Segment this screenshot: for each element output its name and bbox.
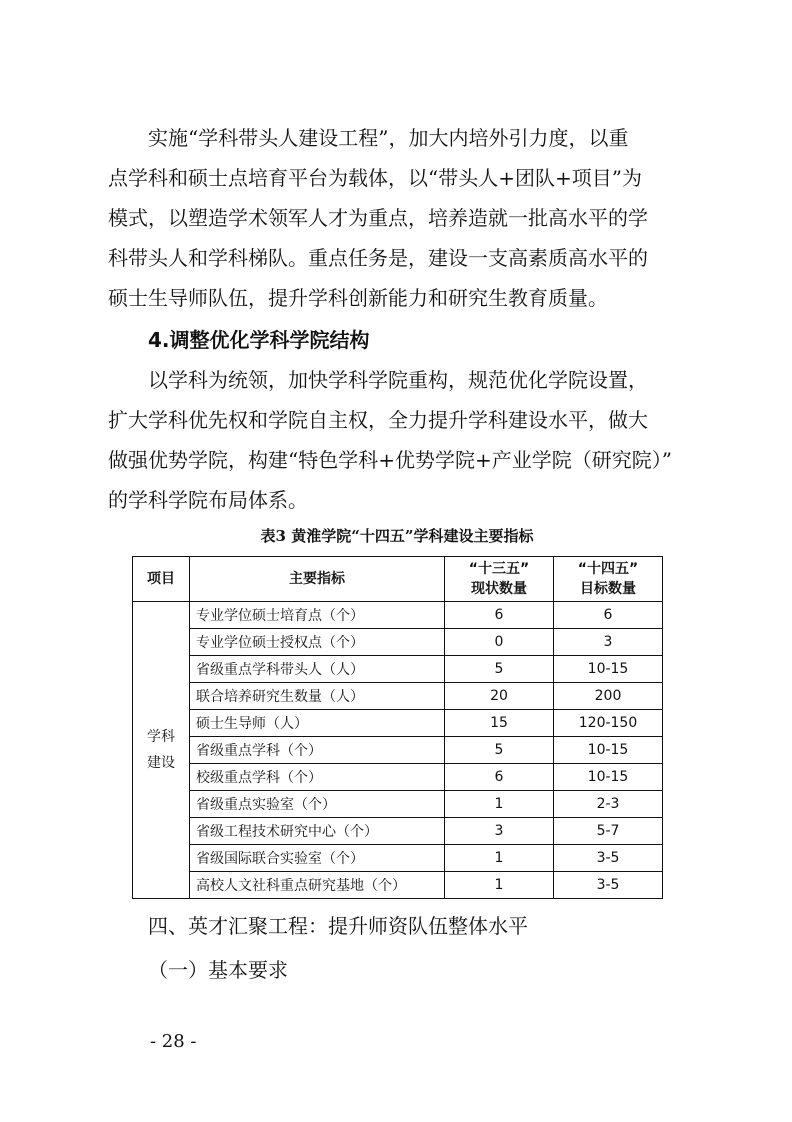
second-line-4: 的学科学院布局体系。 bbox=[108, 488, 308, 512]
category-cell bbox=[133, 602, 190, 899]
current-cell: 1 bbox=[445, 872, 554, 899]
table-row bbox=[133, 872, 663, 899]
indicator-table bbox=[132, 556, 663, 899]
target-cell: 3-5 bbox=[554, 872, 663, 899]
indicator-cell: 高校人文社科重点研究基地（个） bbox=[190, 872, 445, 899]
indicator-cell: 省级重点实验室（个） bbox=[190, 791, 445, 818]
indicator-cell: 省级工程技术研究中心（个） bbox=[190, 818, 445, 845]
table-row bbox=[133, 602, 663, 629]
table-row bbox=[133, 656, 663, 683]
target-cell: 120-150 bbox=[554, 710, 663, 737]
table-header-row bbox=[133, 557, 663, 602]
current-cell: 3 bbox=[445, 818, 554, 845]
current-cell: 20 bbox=[445, 683, 554, 710]
intro-line-1: 实施“学科带头人建设工程”，加大内培外引力度，以重 bbox=[148, 126, 629, 150]
target-cell: 200 bbox=[554, 683, 663, 710]
table-row bbox=[133, 737, 663, 764]
subsection-heading: （一）基本要求 bbox=[148, 958, 288, 982]
indicator-cell: 专业学位硕士授权点（个） bbox=[190, 629, 445, 656]
target-cell: 3-5 bbox=[554, 845, 663, 872]
target-cell: 6 bbox=[554, 602, 663, 629]
current-cell: 5 bbox=[445, 737, 554, 764]
intro-line-5: 硕士生导师队伍，提升学科创新能力和研究生教育质量。 bbox=[108, 286, 608, 310]
category-line1: 学科 bbox=[147, 729, 175, 745]
indicator-cell: 专业学位硕士培育点（个） bbox=[190, 602, 445, 629]
table-row bbox=[133, 818, 663, 845]
current-cell: 1 bbox=[445, 791, 554, 818]
current-cell: 5 bbox=[445, 656, 554, 683]
second-line-2: 扩大学科优先权和学院自主权，全力提升学科建设水平，做大 bbox=[108, 408, 648, 432]
section-heading: 四、英才汇聚工程：提升师资队伍整体水平 bbox=[148, 914, 528, 938]
target-cell: 10-15 bbox=[554, 764, 663, 791]
table-row bbox=[133, 629, 663, 656]
table-row bbox=[133, 845, 663, 872]
target-cell: 5-7 bbox=[554, 818, 663, 845]
current-cell: 0 bbox=[445, 629, 554, 656]
indicator-cell: 硕士生导师（人） bbox=[190, 710, 445, 737]
current-cell: 1 bbox=[445, 845, 554, 872]
table-row bbox=[133, 764, 663, 791]
current-cell: 15 bbox=[445, 710, 554, 737]
header-target-line2: 目标数量 bbox=[580, 581, 636, 597]
target-cell: 10-15 bbox=[554, 737, 663, 764]
header-item: 项目 bbox=[133, 557, 190, 602]
second-line-1: 以学科为统领，加快学科学院重构，规范优化学院设置， bbox=[148, 368, 648, 392]
second-paragraph bbox=[108, 360, 688, 520]
second-line-3: 做强优势学院，构建“特色学科+优势学院+产业学院（研究院）” bbox=[108, 448, 672, 472]
header-current bbox=[445, 557, 554, 602]
indicator-cell: 省级重点学科带头人（人） bbox=[190, 656, 445, 683]
table-row bbox=[133, 791, 663, 818]
header-indicator: 主要指标 bbox=[190, 557, 445, 602]
target-cell: 10-15 bbox=[554, 656, 663, 683]
intro-line-3: 模式，以塑造学术领军人才为重点，培养造就一批高水平的学 bbox=[108, 206, 648, 230]
intro-line-4: 科带头人和学科梯队。重点任务是，建设一支高素质高水平的 bbox=[108, 246, 648, 270]
indicator-cell: 校级重点学科（个） bbox=[190, 764, 445, 791]
category-line2: 建设 bbox=[147, 755, 175, 771]
header-target bbox=[554, 557, 663, 602]
subheading: 4.调整优化学科学院结构 bbox=[148, 328, 370, 352]
header-target-line1: “十四五” bbox=[577, 561, 639, 577]
table-row bbox=[133, 683, 663, 710]
intro-line-2: 点学科和硕士点培育平台为载体，以“带头人+团队+项目”为 bbox=[108, 166, 642, 190]
current-cell: 6 bbox=[445, 764, 554, 791]
indicator-cell: 联合培养研究生数量（人） bbox=[190, 683, 445, 710]
page-number: - 28 - bbox=[150, 1031, 197, 1052]
target-cell: 2-3 bbox=[554, 791, 663, 818]
target-cell: 3 bbox=[554, 629, 663, 656]
indicator-cell: 省级国际联合实验室（个） bbox=[190, 845, 445, 872]
indicator-cell: 省级重点学科（个） bbox=[190, 737, 445, 764]
header-current-line2: 现状数量 bbox=[471, 581, 527, 597]
header-current-line1: “十三五” bbox=[468, 561, 530, 577]
table-caption: 表3 黄淮学院“十四五”学科建设主要指标 bbox=[260, 527, 534, 545]
intro-paragraph bbox=[108, 118, 688, 318]
table-row bbox=[133, 710, 663, 737]
current-cell: 6 bbox=[445, 602, 554, 629]
